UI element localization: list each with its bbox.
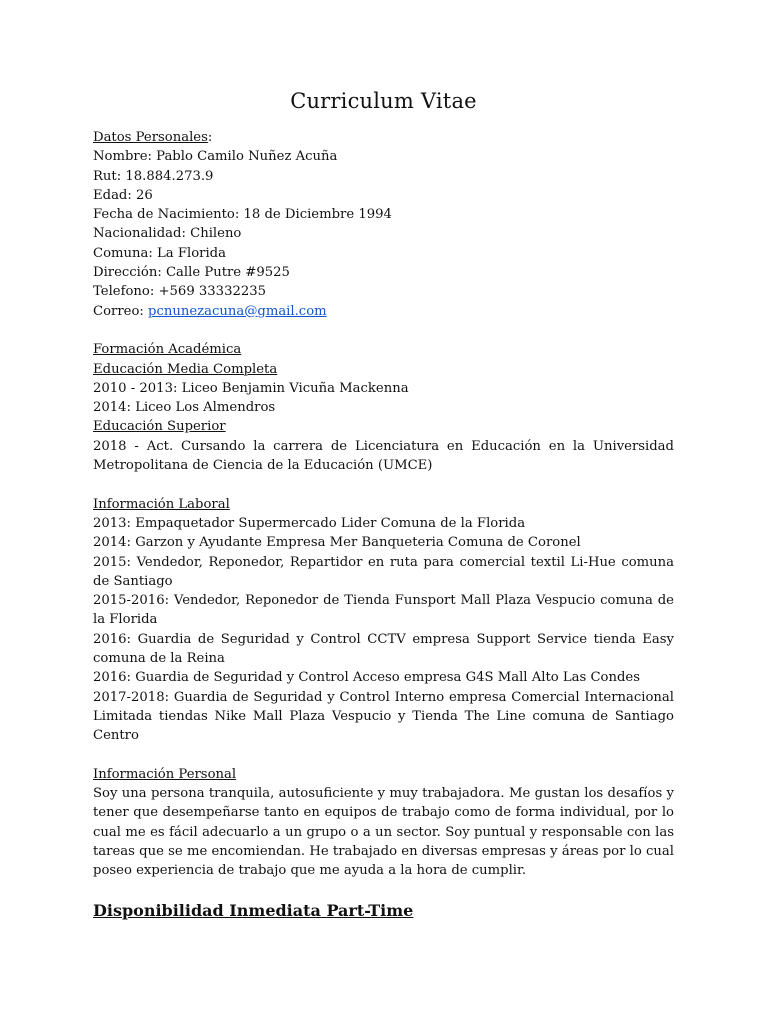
- work-item: 2015: Vendedor, Reponedor, Repartidor en ruta para comercial textil Li-Hue comuna de Santiago: [93, 554, 674, 589]
- personal-item-birthdate: Fecha de Nacimiento: 18 de Diciembre 1994: [93, 207, 392, 223]
- personal-section: [93, 128, 674, 321]
- work-heading: Información Laboral: [93, 496, 230, 512]
- personal-item-commune: Comuna: La Florida: [93, 245, 226, 261]
- personal-item-rut: Rut: 18.884.273.9: [93, 168, 214, 184]
- personal-item-phone: Telefono: +569 33332235: [93, 284, 267, 300]
- availability-heading: Disponibilidad Inmediata Part-Time: [93, 900, 414, 920]
- personal-item-email: [93, 302, 674, 321]
- email-link[interactable]: pcnunezacuna@gmail.com: [148, 303, 327, 319]
- about-heading: Información Personal: [93, 766, 237, 782]
- education-section: [93, 340, 674, 475]
- education-media-heading: Educación Media Completa: [93, 361, 278, 377]
- personal-heading-colon: :: [207, 130, 213, 145]
- education-heading: Formación Académica: [93, 342, 242, 358]
- spacer: [93, 475, 674, 494]
- spacer: [93, 321, 674, 340]
- education-media-item: 2010 - 2013: Liceo Benjamin Vicuña Mackenna: [93, 380, 409, 396]
- work-item: 2016: Guardia de Seguridad y Control CCTV empresa Support Service tienda Easy comuna de la Reina: [93, 631, 674, 667]
- personal-item-nationality: Nacionalidad: Chileno: [93, 226, 242, 242]
- work-item: 2013: Empaquetador Supermercado Lider Comuna de la Florida: [93, 515, 526, 531]
- personal-heading-text: Datos Personales: [93, 130, 208, 145]
- personal-item-address: Dirección: Calle Putre #9525: [93, 265, 290, 281]
- cv-page: [93, 86, 674, 939]
- education-superior-text: 2018 - Act. Cursando la carrera de Licenciatura en Educación en la Universidad Metropolitana de Ciencia de la Educación (UMCE): [93, 438, 674, 474]
- email-label: Correo:: [93, 303, 149, 319]
- about-text: Soy una persona tranquila, autosuficiente y muy trabajadora. Me gustan los desafíos y tener que desempeñarse tanto en equipos de trabajo como de forma individual, por lo cual me es fácil adecuarlo a un grupo o a un sector. Soy puntual y responsable con las tareas que se me encomiendan. He trabajado en diversas empresas y áreas por lo cual poseo experiencia de trabajo que me ayuda a la hora de cumplir.: [93, 786, 674, 879]
- work-item: 2017-2018: Guardia de Seguridad y Control Interno empresa Comercial Internacional Limitada tiendas Nike Mall Plaza Vespucio y Tienda The Line comuna de Santiago Centro: [93, 689, 674, 744]
- spacer: [93, 746, 674, 765]
- personal-heading: [93, 128, 674, 147]
- work-item: 2015-2016: Vendedor, Reponedor de Tienda Funsport Mall Plaza Vespucio comuna de la Florida: [93, 593, 674, 628]
- work-item: 2014: Garzon y Ayudante Empresa Mer Banqueteria Comuna de Coronel: [93, 535, 581, 551]
- education-superior-heading: Educación Superior: [93, 419, 226, 435]
- personal-item-name: Nombre: Pablo Camilo Nuñez Acuña: [93, 149, 338, 165]
- work-section: [93, 495, 674, 746]
- personal-item-age: Edad: 26: [93, 187, 153, 203]
- education-media-item: 2014: Liceo Los Almendros: [93, 400, 276, 416]
- about-section: [93, 765, 674, 881]
- work-item: 2016: Guardia de Seguridad y Control Acceso empresa G4S Mall Alto Las Condes: [93, 670, 641, 686]
- page-title: Curriculum Vitae: [290, 89, 477, 113]
